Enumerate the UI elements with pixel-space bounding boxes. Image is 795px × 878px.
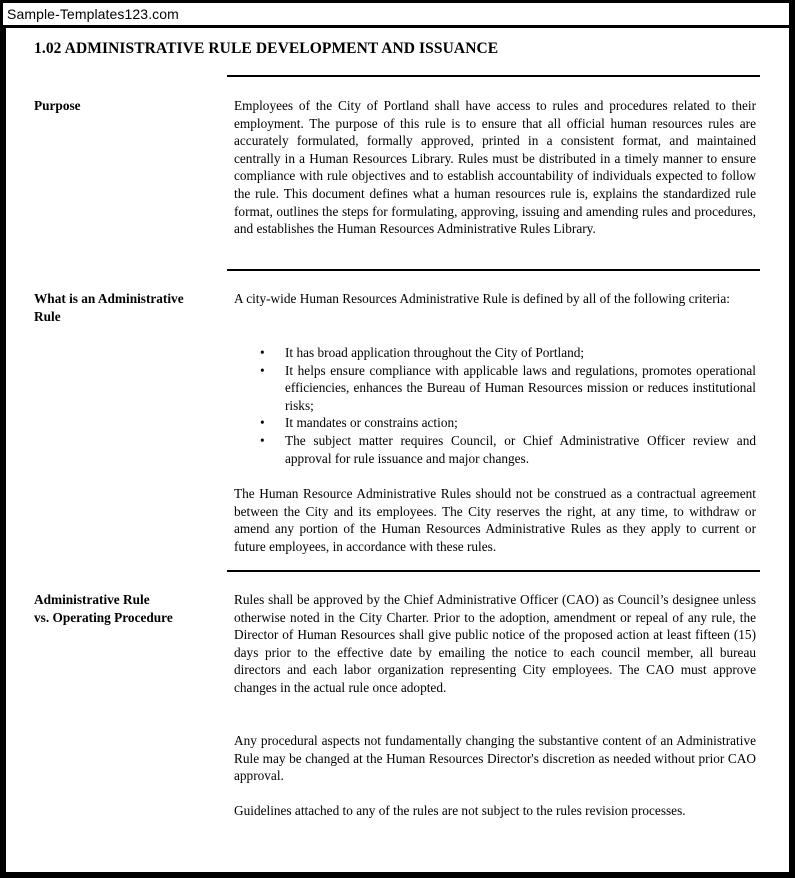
list-item <box>234 432 756 467</box>
label-line: Administrative Rule <box>34 592 150 607</box>
section-label-purpose: Purpose <box>34 98 81 113</box>
section-body-rule-vs-procedure <box>234 591 756 697</box>
watermark-text: Sample-Templates123.com <box>7 6 179 22</box>
list-item-text: It mandates or constrains action; <box>285 415 458 431</box>
label-line: What is an Administrative <box>34 291 184 306</box>
section-body-purpose <box>234 97 756 238</box>
document-title: 1.02 ADMINISTRATIVE RULE DEVELOPMENT AND ISSUANCE <box>34 40 499 57</box>
section-label-rule-vs-procedure <box>34 591 219 626</box>
list-item <box>234 414 756 432</box>
paragraph: Rules shall be approved by the Chief Administrative Officer (CAO) as Council’s designee unless otherwise noted in the City Charter. Prior to the adoption, amendment or repeal of any rule, the Director of Human Resources shall give public notice of the proposed action at least fifteen (15) days prior to the effective date by emailing the notice to each council member, all bureau directors and each labor organization representing City employees. The CAO must approve changes in the actual rule once adopted. <box>234 592 756 695</box>
paragraph: Any procedural aspects not fundamentally changing the substantive content of an Administrative Rule may be changed at the Human Resources Director's discretion as needed without prior CAO approval. <box>234 733 756 784</box>
section-divider <box>227 570 760 572</box>
paragraph: Guidelines attached to any of the rules are not subject to the rules revision processes. <box>234 803 686 818</box>
list-item <box>234 362 756 415</box>
section-divider <box>227 75 760 77</box>
section-body-rule-vs-procedure-3 <box>234 802 756 820</box>
bullet-icon: • <box>260 432 265 448</box>
label-line: vs. Operating Procedure <box>34 609 173 625</box>
page-frame-left <box>3 25 6 875</box>
paragraph: Employees of the City of Portland shall have access to rules and procedures related to their employment. The purpose of this rule is to ensure that all official human resources rules are accurately formulated, formally approved, printed in a consistent format, and maintained centrally in a Human Resources Library. Rules must be distributed in a timely manner to ensure compliance with rule objectives and to establish accountability of individuals expected to follow the rule. This document defines what a human resources rule is, explains the standardized rule format, outlines the steps for formulating, approving, issuing and amending rules and procedures, and establishes the Human Resources Administrative Rules Library. <box>234 98 756 237</box>
section-divider <box>227 269 760 271</box>
label-line: Rule <box>34 308 61 324</box>
paragraph: A city-wide Human Resources Administrative Rule is defined by all of the following criteria: <box>234 291 730 306</box>
list-item-text: The subject matter requires Council, or Chief Administrative Officer review and approval for rule issuance and major changes. <box>285 432 756 466</box>
section-label-what-is-rule <box>34 290 219 325</box>
document-page <box>3 3 792 872</box>
paragraph: The Human Resource Administrative Rules should not be construed as a contractual agreement between the City and its employees. The City reserves the right, at any time, to withdraw or amend any portion of the Human Resources Administrative Rules as they apply to current or future employees, in accordance with these rules. <box>234 486 756 554</box>
section-intro-what-is-rule <box>234 290 756 308</box>
list-item <box>234 344 756 362</box>
section-body-rule-vs-procedure-2 <box>234 732 756 785</box>
bullet-icon: • <box>260 345 265 360</box>
bullet-icon: • <box>260 415 265 431</box>
list-item-text: It helps ensure compliance with applicable laws and regulations, promotes operational efficiencies, enhances the Bureau of Human Resources mission or reduces institutional risks; <box>285 362 756 413</box>
header-divider <box>3 25 789 28</box>
section-closing-what-is-rule <box>234 485 756 555</box>
criteria-list <box>234 344 756 467</box>
list-item-text: It has broad application throughout the City of Portland; <box>285 345 585 360</box>
bullet-icon: • <box>260 362 265 378</box>
